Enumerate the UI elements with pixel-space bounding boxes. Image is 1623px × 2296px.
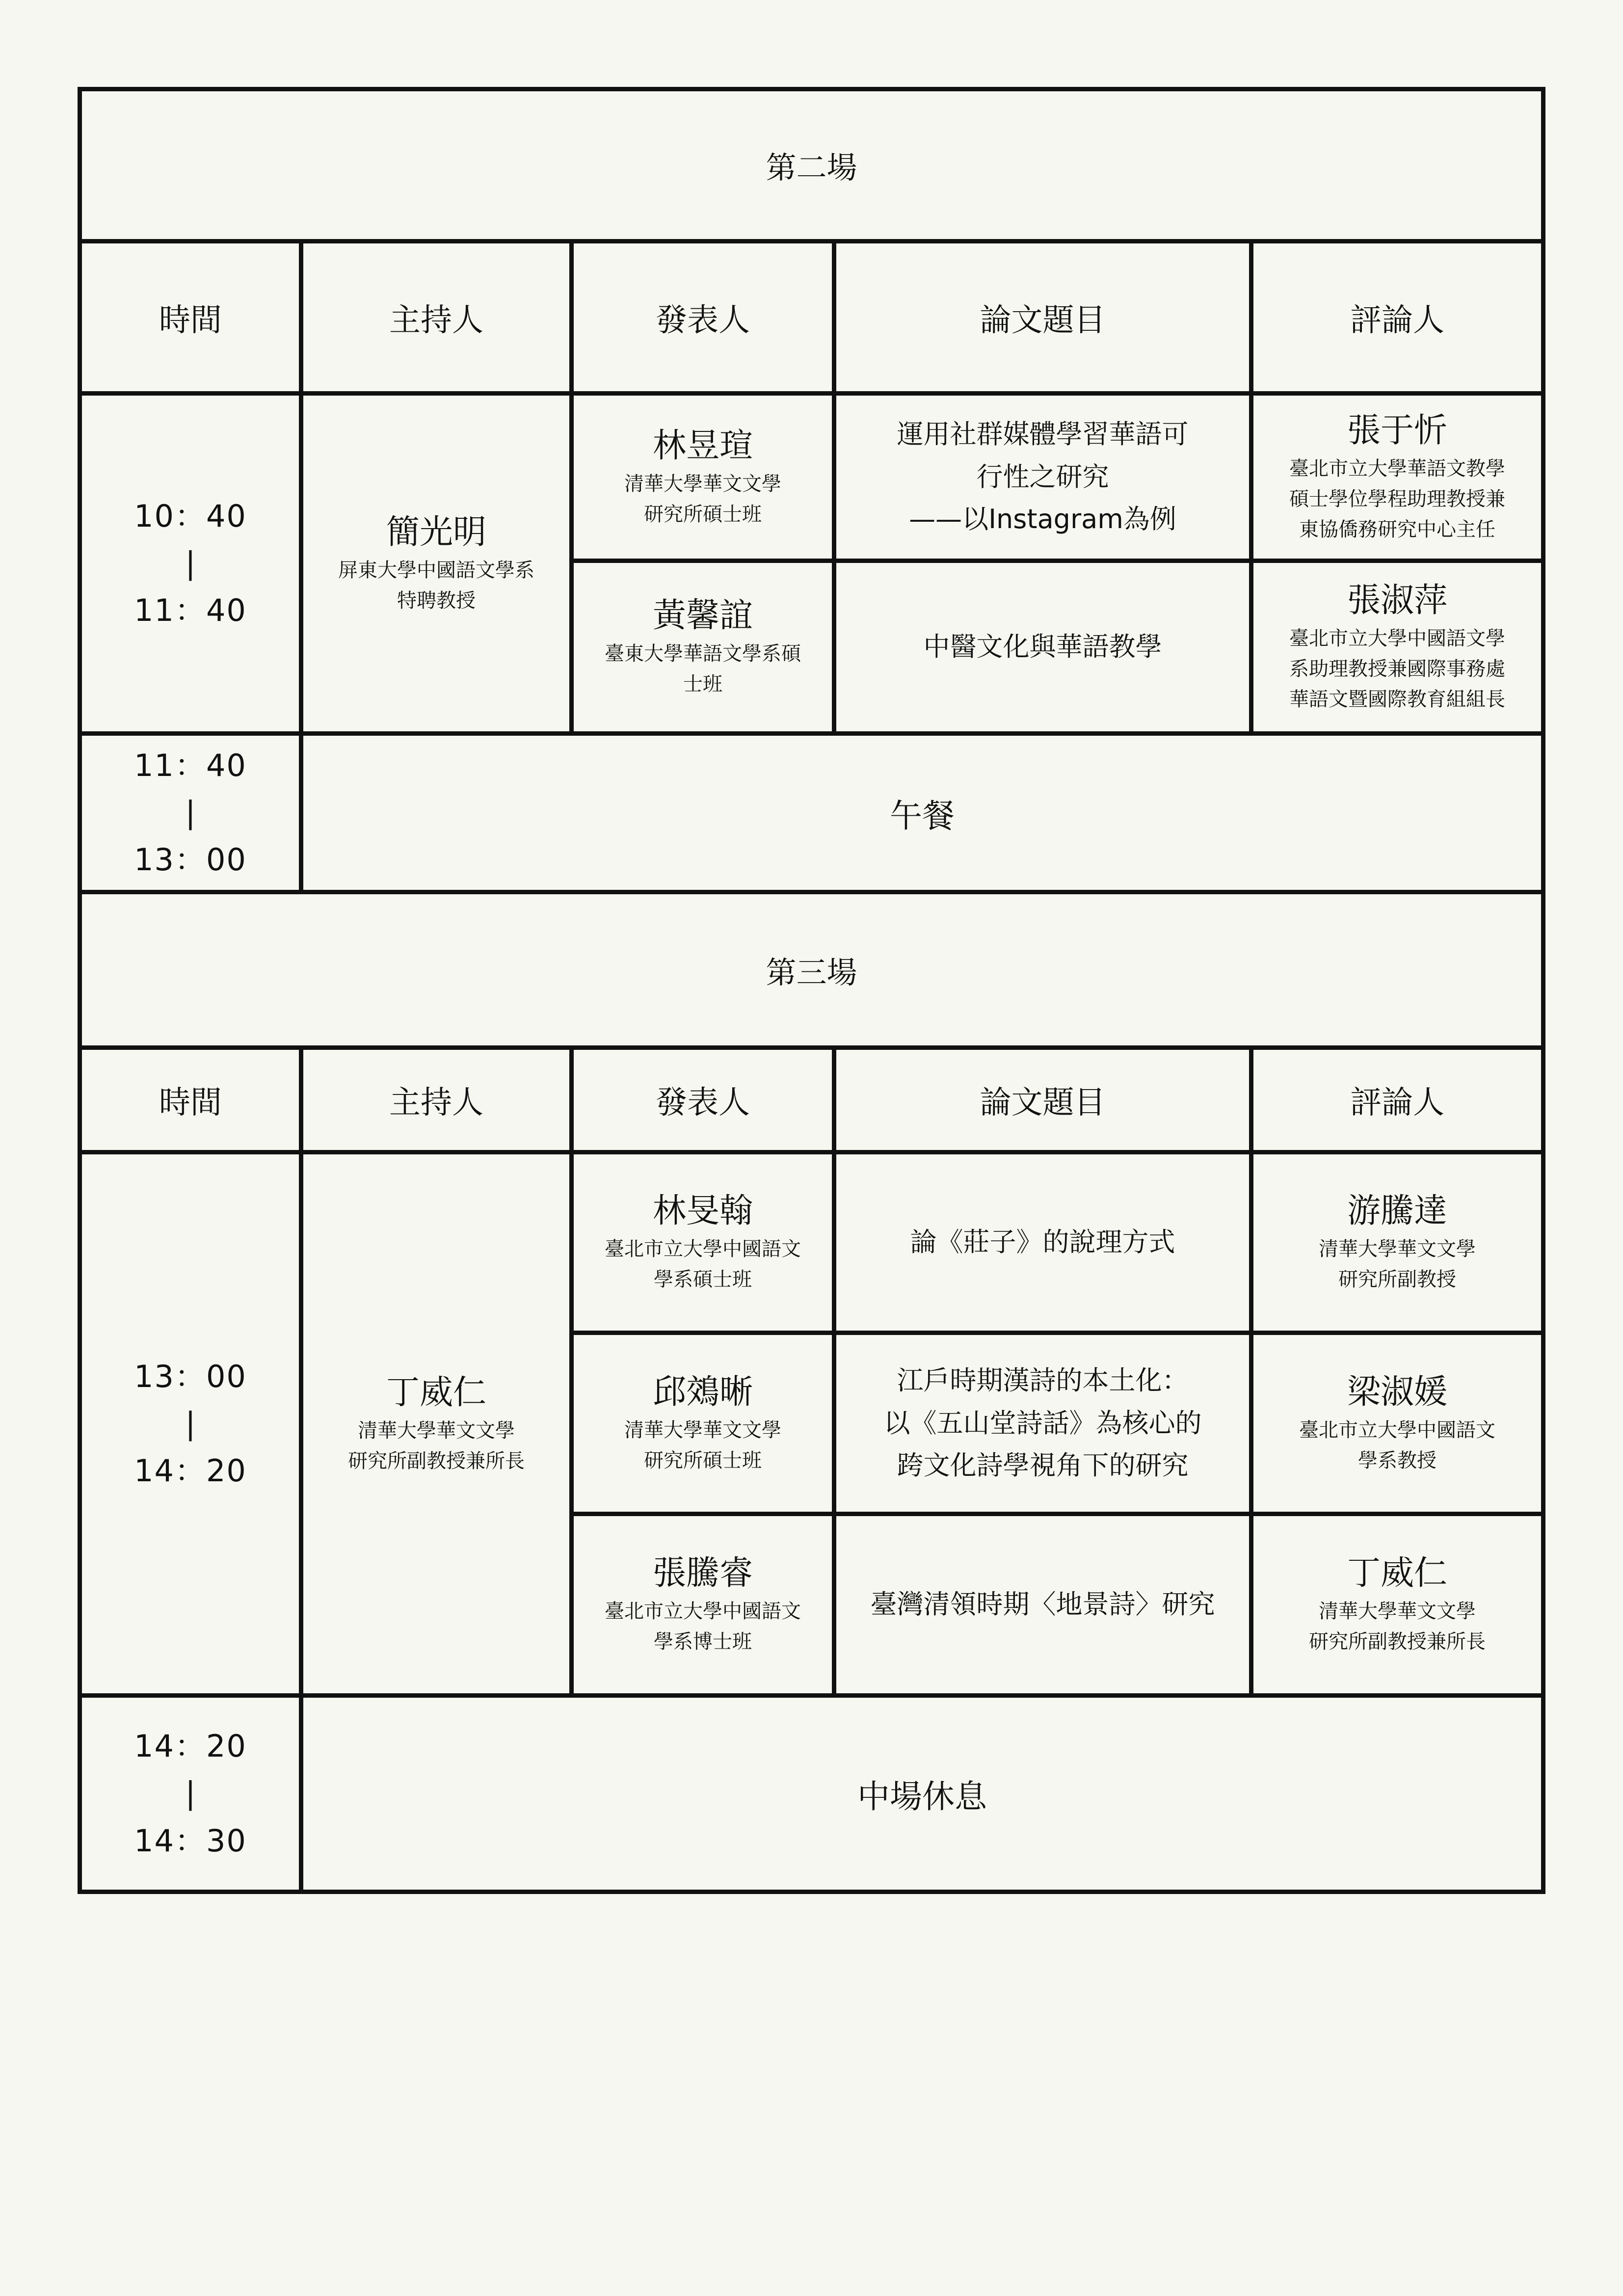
commentator-affiliation: 臺北市立大學中國語文學 系助理教授兼國際事務處 華語文暨國際教育組組長 xyxy=(1289,627,1505,711)
session-title xyxy=(82,91,1541,239)
paper-cell xyxy=(836,1335,1249,1512)
commentator-cell xyxy=(1253,563,1541,731)
divider xyxy=(299,239,303,736)
paper-title: 中醫文化與華語教學 xyxy=(923,631,1162,663)
commentator-name: 張淑萍 xyxy=(1347,581,1447,620)
time-start: 10：40 xyxy=(134,498,247,534)
commentator-name: 張于忻 xyxy=(1347,411,1447,450)
paper-title: 江戶時期漢詩的本土化： 以《五山堂詩話》為核心的 跨文化詩學視角下的研究 xyxy=(883,1365,1202,1481)
header-paper xyxy=(836,1050,1249,1150)
header-commentator-label: 評論人 xyxy=(1350,302,1444,339)
paper-title: 論《莊子》的說理方式 xyxy=(910,1227,1175,1258)
paper-cell xyxy=(836,396,1249,559)
host-affiliation: 屏東大學中國語文學系 特聘教授 xyxy=(338,559,534,612)
divider xyxy=(78,890,1545,894)
host-cell xyxy=(303,1154,569,1693)
time-end: 13：00 xyxy=(134,842,247,878)
presenter-name: 張騰睿 xyxy=(652,1554,753,1593)
host-name: 丁威仁 xyxy=(386,1373,486,1412)
host-cell xyxy=(303,396,569,731)
time-slot xyxy=(82,396,299,731)
commentator-affiliation: 臺北市立大學中國語文 學系教授 xyxy=(1299,1418,1495,1472)
presenter-name: 林旻翰 xyxy=(652,1192,753,1230)
header-time xyxy=(82,1050,299,1150)
header-paper-label: 論文題目 xyxy=(980,1085,1106,1121)
header-commentator xyxy=(1253,243,1541,391)
commentator-affiliation: 臺北市立大學華語文教學 碩士學位學程助理教授兼 東協僑務研究中心主任 xyxy=(1289,457,1505,541)
time-end: 14：20 xyxy=(134,1453,247,1489)
divider xyxy=(78,391,1545,396)
header-commentator-label: 評論人 xyxy=(1350,1085,1444,1121)
divider xyxy=(569,1045,574,1698)
session-title xyxy=(82,894,1541,1045)
header-commentator xyxy=(1253,1050,1541,1150)
break-label: 中場休息 xyxy=(857,1778,987,1815)
table-border-left xyxy=(78,87,82,1894)
lunch-label: 午餐 xyxy=(890,797,955,835)
commentator-cell xyxy=(1253,1335,1541,1512)
presenter-name: 黃馨誼 xyxy=(652,596,753,635)
header-presenter xyxy=(574,1050,832,1150)
header-host xyxy=(303,243,569,391)
commentator-affiliation: 清華大學華文文學 研究所副教授兼所長 xyxy=(1309,1600,1486,1653)
divider xyxy=(78,731,1545,736)
divider xyxy=(569,1331,1545,1335)
commentator-name: 丁威仁 xyxy=(1347,1554,1447,1593)
time-separator: | xyxy=(185,1405,196,1442)
time-separator: | xyxy=(185,545,196,581)
time-slot xyxy=(82,1154,299,1693)
presenter-affiliation: 臺北市立大學中國語文 學系碩士班 xyxy=(605,1238,801,1291)
divider xyxy=(78,239,1545,243)
header-presenter xyxy=(574,243,832,391)
divider xyxy=(1249,239,1253,736)
presenter-affiliation: 清華大學華文文學 研究所碩士班 xyxy=(624,1418,781,1472)
presenter-name: 邱鵁晰 xyxy=(652,1372,753,1412)
commentator-affiliation: 清華大學華文文學 研究所副教授 xyxy=(1319,1238,1476,1291)
host-affiliation: 清華大學華文文學 研究所副教授兼所長 xyxy=(348,1419,525,1472)
commentator-name: 游騰達 xyxy=(1347,1192,1447,1230)
presenter-cell xyxy=(574,1335,832,1512)
table-border-right xyxy=(1541,87,1545,1894)
divider xyxy=(78,1150,1545,1154)
header-paper-label: 論文題目 xyxy=(980,302,1106,339)
time-end: 11：40 xyxy=(134,592,247,629)
presenter-cell xyxy=(574,396,832,559)
paper-title: 運用社群媒體學習華語可 行性之研究 ——以Instagram為例 xyxy=(897,419,1189,535)
time-slot xyxy=(82,736,299,890)
divider xyxy=(832,239,836,736)
presenter-cell xyxy=(574,1516,832,1693)
divider xyxy=(299,1693,303,1894)
header-host xyxy=(303,1050,569,1150)
time-start: 14：20 xyxy=(134,1728,247,1764)
time-end: 14：30 xyxy=(134,1822,247,1859)
divider xyxy=(832,1045,836,1698)
paper-cell xyxy=(836,1154,1249,1331)
time-separator: | xyxy=(185,1775,196,1812)
presenter-cell xyxy=(574,1154,832,1331)
table-border-bottom xyxy=(78,1890,1545,1894)
header-host-label: 主持人 xyxy=(389,302,483,339)
presenter-cell xyxy=(574,563,832,731)
presenter-name: 林昱瑄 xyxy=(652,426,753,465)
commentator-cell xyxy=(1253,1154,1541,1331)
commentator-cell xyxy=(1253,396,1541,559)
host-name: 簡光明 xyxy=(386,512,486,552)
table-border-top xyxy=(78,87,1545,91)
divider xyxy=(1249,1045,1253,1698)
break-cell xyxy=(303,1698,1541,1890)
header-time-label: 時間 xyxy=(159,1085,222,1121)
divider xyxy=(569,559,1545,563)
paper-cell xyxy=(836,563,1249,731)
header-time-label: 時間 xyxy=(159,302,222,339)
time-separator: | xyxy=(185,794,196,830)
lunch-cell xyxy=(303,736,1541,890)
paper-cell xyxy=(836,1516,1249,1693)
presenter-affiliation: 臺北市立大學中國語文 學系博士班 xyxy=(605,1600,801,1653)
header-host-label: 主持人 xyxy=(389,1085,483,1121)
session-title-text: 第二場 xyxy=(766,150,857,186)
session-title-text: 第三場 xyxy=(766,954,857,990)
paper-title: 臺灣清領時期〈地景詩〉研究 xyxy=(870,1589,1215,1620)
divider xyxy=(299,731,303,894)
presenter-affiliation: 清華大學華文文學 研究所碩士班 xyxy=(624,472,781,526)
header-presenter-label: 發表人 xyxy=(656,302,750,339)
time-start: 13：00 xyxy=(134,1358,247,1394)
divider xyxy=(78,1693,1545,1698)
divider xyxy=(569,239,574,736)
divider xyxy=(299,1045,303,1698)
presenter-affiliation: 臺東大學華語文學系碩 士班 xyxy=(605,642,801,695)
divider xyxy=(78,1045,1545,1050)
divider xyxy=(569,1512,1545,1516)
commentator-name: 梁淑媛 xyxy=(1347,1372,1447,1412)
header-paper xyxy=(836,243,1249,391)
time-slot xyxy=(82,1698,299,1890)
time-start: 11：40 xyxy=(134,747,247,783)
commentator-cell xyxy=(1253,1516,1541,1693)
header-time xyxy=(82,243,299,391)
header-presenter-label: 發表人 xyxy=(656,1085,750,1121)
